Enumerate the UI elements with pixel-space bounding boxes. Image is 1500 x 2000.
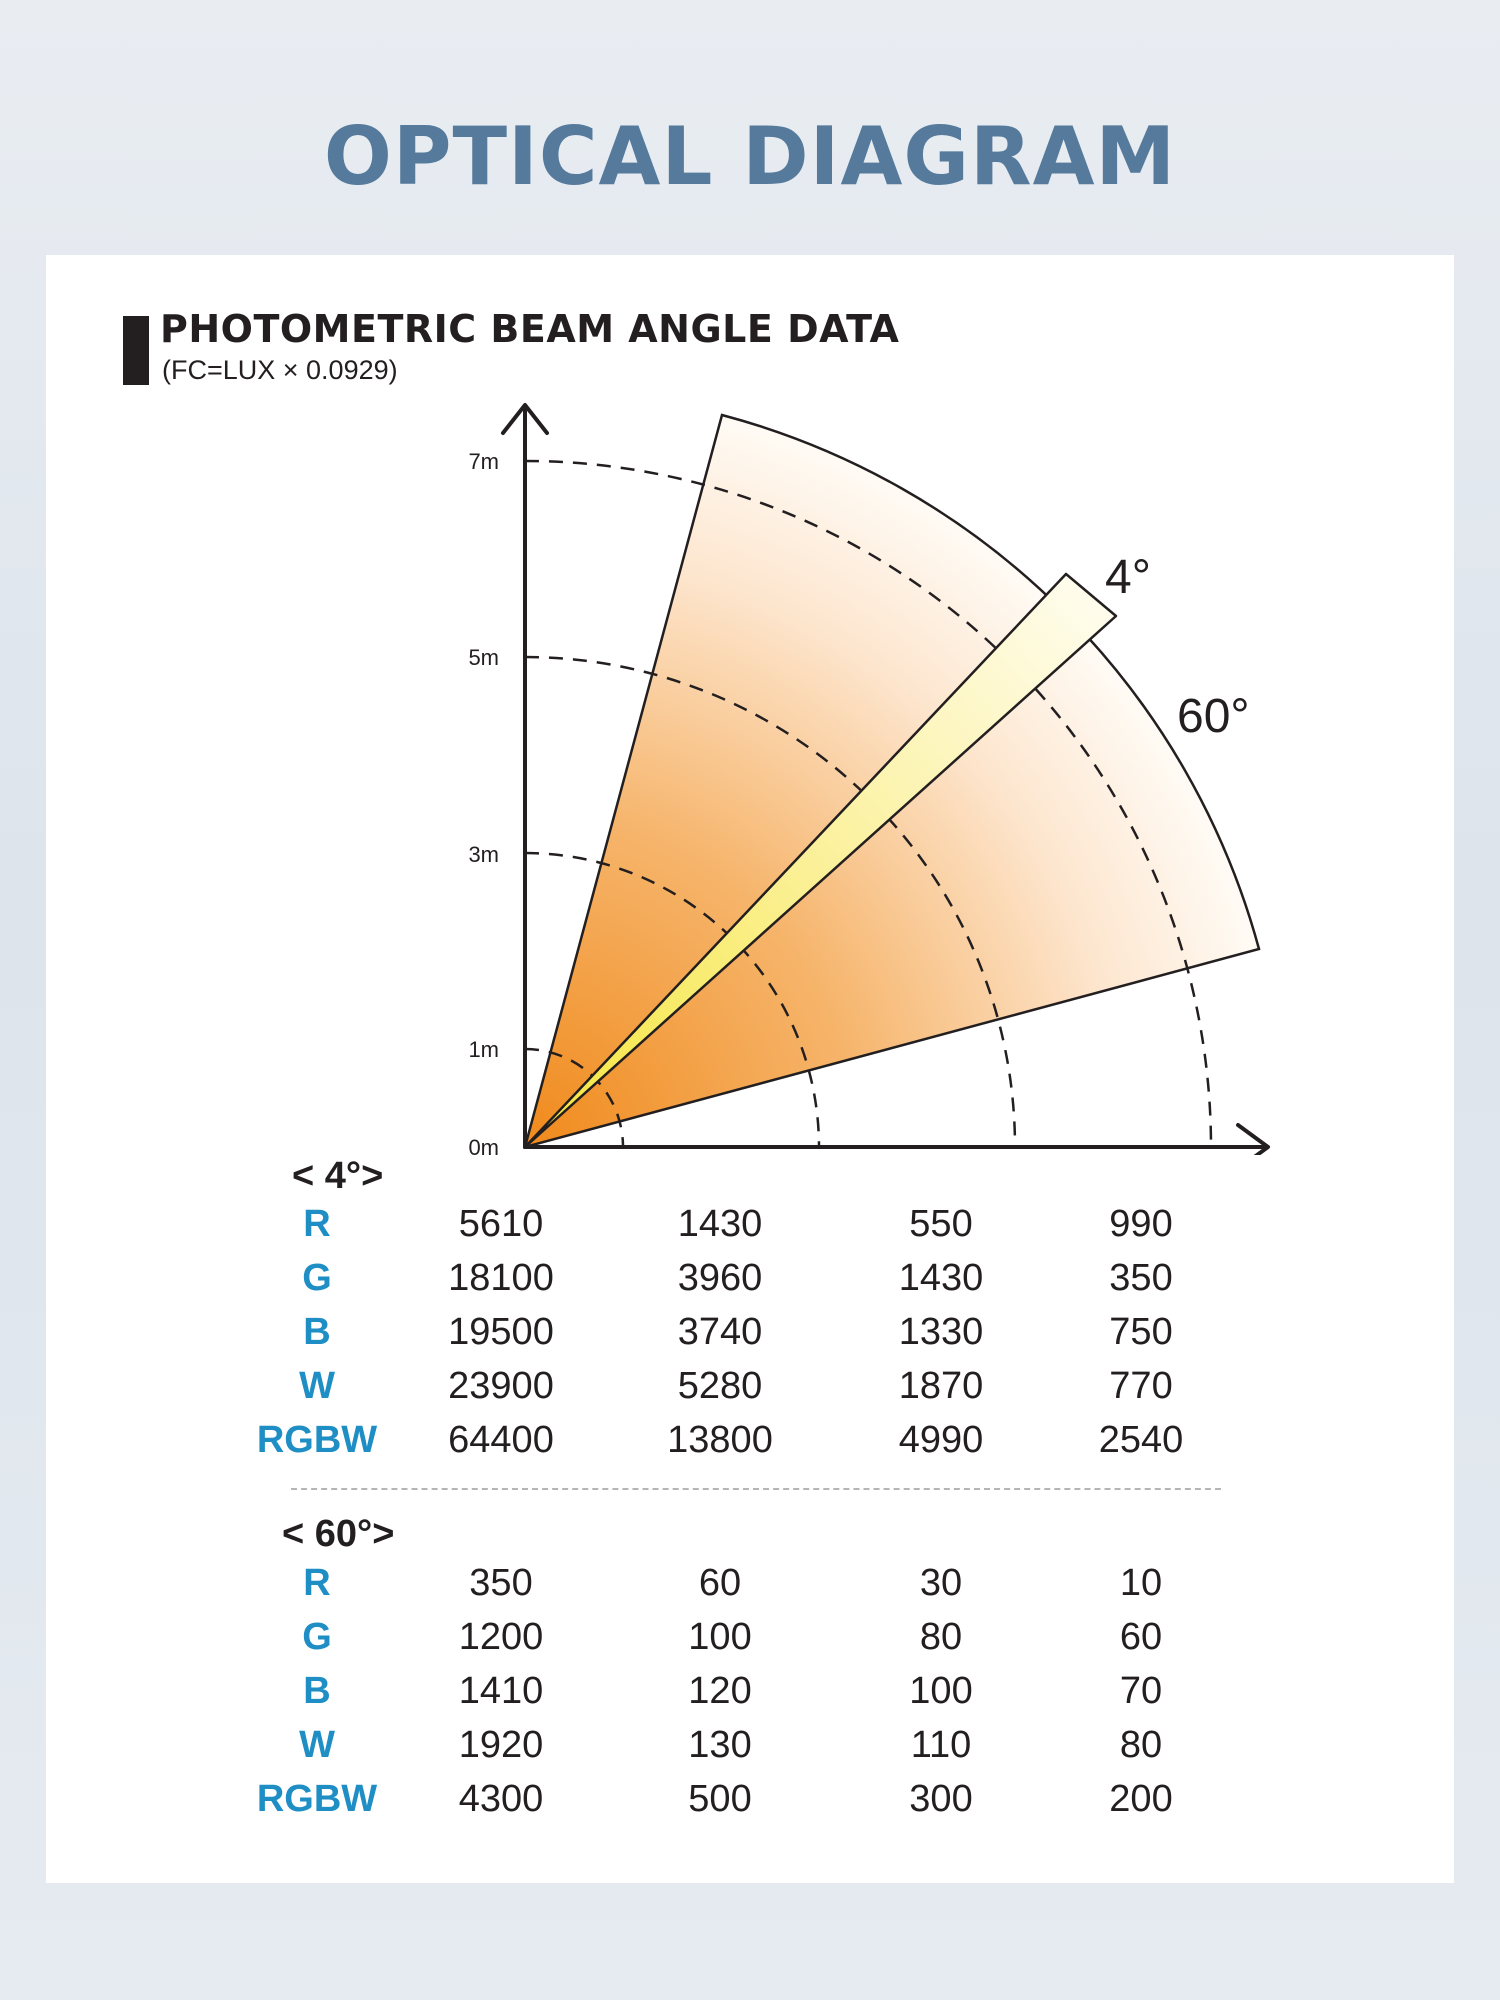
row-label: B: [303, 1311, 331, 1353]
table-row: [46, 1359, 1454, 1413]
table-cell: 350: [469, 1562, 533, 1604]
table-cell: 18100: [448, 1257, 554, 1299]
table-cell: 1410: [458, 1670, 544, 1712]
table-cell: 4300: [458, 1778, 544, 1820]
row-label: W: [299, 1724, 335, 1766]
table-cell: 990: [1109, 1203, 1173, 1245]
page-title: OPTICAL DIAGRAM: [323, 110, 1177, 203]
table-row: [46, 1718, 1454, 1772]
table-cell: 13800: [667, 1419, 773, 1461]
table-cell: 5280: [677, 1365, 763, 1407]
table-cell: 100: [688, 1616, 752, 1658]
wide-beam-label: 60°: [1177, 690, 1250, 743]
row-label: RGBW: [256, 1419, 378, 1461]
table-cell: 60: [698, 1562, 742, 1604]
table-row: [46, 1305, 1454, 1359]
table-cell: 120: [688, 1670, 752, 1712]
table-cell: 100: [909, 1670, 973, 1712]
table-separator: [291, 1488, 1221, 1490]
table-cell: 80: [919, 1616, 963, 1658]
narrow-beam-label: 4°: [1105, 551, 1151, 604]
table-cell: 500: [688, 1778, 752, 1820]
content-card: [46, 255, 1454, 1883]
row-label: G: [302, 1257, 332, 1299]
table-row: [46, 1772, 1454, 1826]
table-cell: 1430: [677, 1203, 763, 1245]
table-row: [46, 1664, 1454, 1718]
table-cell: 350: [1109, 1257, 1173, 1299]
table-cell: 750: [1109, 1311, 1173, 1353]
table-cell: 1430: [898, 1257, 984, 1299]
table-cell: 70: [1119, 1670, 1163, 1712]
horizontal-axis-arrow: [1238, 1125, 1268, 1155]
table-cell: 1200: [458, 1616, 544, 1658]
distance-label-7m: 7m: [468, 449, 499, 474]
table-cell: 4990: [898, 1419, 984, 1461]
narrow-table-title: < 4°>: [292, 1155, 384, 1197]
table-cell: 200: [1109, 1778, 1173, 1820]
section-subheading: (FC=LUX × 0.0929): [162, 355, 398, 385]
table-cell: 3960: [677, 1257, 763, 1299]
table-row: [46, 1610, 1454, 1664]
table-cell: 2540: [1098, 1419, 1184, 1461]
table-cell: 1330: [898, 1311, 984, 1353]
row-label: W: [299, 1365, 335, 1407]
row-label: R: [303, 1203, 331, 1245]
table-cell: 130: [688, 1724, 752, 1766]
distance-label-1m: 1m: [468, 1037, 499, 1062]
beam-angle-diagram: [46, 255, 1454, 1155]
table-row: [46, 1197, 1454, 1251]
table-cell: 30: [919, 1562, 963, 1604]
table-row: [46, 1251, 1454, 1305]
table-cell: 1920: [458, 1724, 544, 1766]
distance-label-3m: 3m: [468, 842, 499, 867]
table-cell: 23900: [448, 1365, 554, 1407]
section-heading: PHOTOMETRIC BEAM ANGLE DATA: [160, 307, 900, 351]
table-cell: 64400: [448, 1419, 554, 1461]
distance-label-5m: 5m: [468, 645, 499, 670]
row-label: R: [303, 1562, 331, 1604]
table-cell: 3740: [677, 1311, 763, 1353]
table-cell: 1870: [898, 1365, 984, 1407]
row-label: G: [302, 1616, 332, 1658]
table-cell: 300: [909, 1778, 973, 1820]
table-cell: 550: [909, 1203, 973, 1245]
row-label: RGBW: [256, 1778, 378, 1820]
table-cell: 80: [1119, 1724, 1163, 1766]
distance-label-0m: 0m: [468, 1135, 499, 1155]
table-cell: 10: [1119, 1562, 1163, 1604]
table-cell: 770: [1109, 1365, 1173, 1407]
row-label: B: [303, 1670, 331, 1712]
table-cell: 60: [1119, 1616, 1163, 1658]
table-cell: 19500: [448, 1311, 554, 1353]
wide-table-title: < 60°>: [282, 1513, 395, 1555]
table-cell: 110: [910, 1724, 972, 1766]
table-row: [46, 1556, 1454, 1610]
table-row: [46, 1413, 1454, 1467]
table-cell: 5610: [458, 1203, 544, 1245]
